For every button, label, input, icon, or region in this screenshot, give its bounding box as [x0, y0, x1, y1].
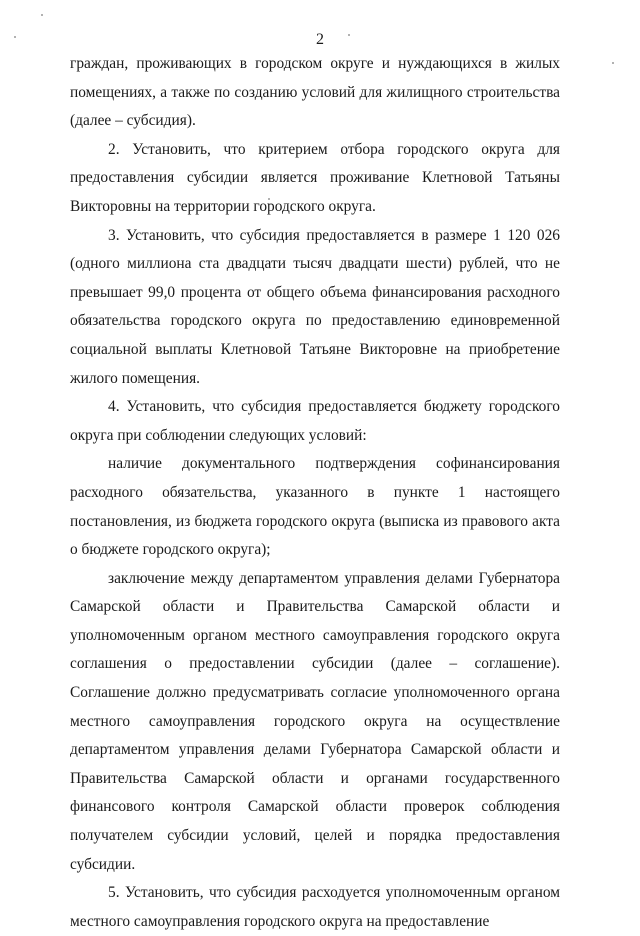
scan-speck — [41, 14, 43, 16]
paragraph-continuation: граждан, проживающих в городском округе и нуждающихся в жилых помещениях, а также по созданию условий для жилищного строительства (далее – субсидия). — [70, 55, 560, 130]
paragraph-item-5: 5. Установить, что субсидия расходуется уполномоченным органом местного самоуправления городского округа на предоставление — [70, 884, 560, 930]
paragraph-item-2: 2. Установить, что критерием отбора городского округа для предоставления субсидии является проживание Клетновой Татьяны Викторовны на территории городского округа. — [70, 140, 560, 215]
scan-speck — [612, 62, 614, 64]
paragraph-condition-2: заключение между департаментом управления делами Губернатора Самарской области и Правительства Самарской области и уполномоченным органом местного самоуправления городского округа соглашения о предоставлении субсидии (далее – соглашение). Соглашение должно предусматривать согласие уполномоченного органа местного самоуправления городского округа на осуществление департаментом управления делами Губернатора Самарской области и Правительства Самарской области и органами государственного финансового контроля Самарской области проверок соблюдения получателем субсидии условий, целей и порядка предоставления субсидии. — [70, 569, 560, 873]
document-body — [70, 50, 560, 936]
paragraph-item-4: 4. Установить, что субсидия предоставляется бюджету городского округа при соблюдении следующих условий: — [70, 398, 560, 444]
page-number: 2 — [316, 31, 324, 48]
paragraph-condition-1: наличие документального подтверждения софинансирования расходного обязательства, указанного в пункте 1 настоящего постановления, из бюджета городского округа (выписка из правового акта о бюджете городского округа); — [70, 455, 560, 559]
paragraph-item-3: 3. Установить, что субсидия предоставляется в размере 1 120 026 (одного миллиона ста двадцати тысяч двадцати шести) рублей, что не превышает 99,0 процента от общего объема финансирования расходного обязательства городского округа по предоставлению единовременной социальной выплаты Клетновой Татьяне Викторовне на приобретение жилого помещения. — [70, 226, 560, 387]
